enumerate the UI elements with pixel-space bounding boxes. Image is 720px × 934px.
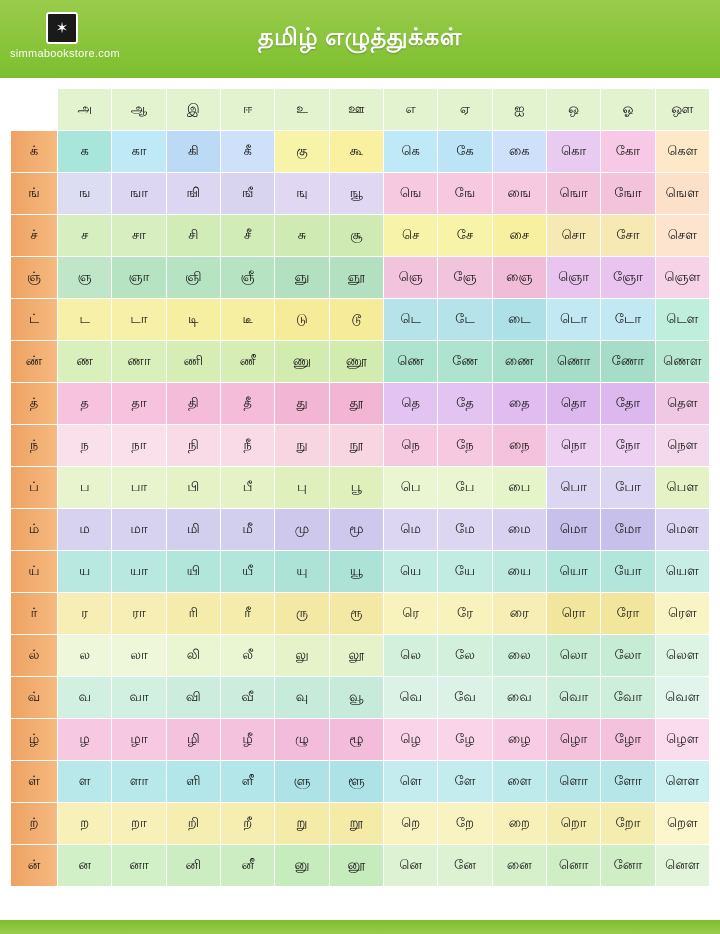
letter-cell: பே: [438, 467, 491, 508]
letter-cell: ளௌ: [656, 761, 709, 802]
letter-cell: ஞை: [493, 257, 546, 298]
table-row: [11, 845, 709, 886]
letter-cell: கூ: [330, 131, 383, 172]
letter-cell: னொ: [547, 845, 600, 886]
row-header-11: ர்: [11, 593, 57, 634]
letter-cell: ழு: [275, 719, 328, 760]
letter-cell: னா: [112, 845, 165, 886]
letter-cell: சே: [438, 215, 491, 256]
column-header-10: ஓ: [601, 89, 654, 130]
letter-cell: ஙீ: [221, 173, 274, 214]
letter-cell: ணெ: [384, 341, 437, 382]
letter-cell: ஙை: [493, 173, 546, 214]
letter-cell: ழௌ: [656, 719, 709, 760]
letter-cell: மா: [112, 509, 165, 550]
letter-cell: பெ: [384, 467, 437, 508]
letter-cell: ரீ: [221, 593, 274, 634]
letter-cell: மை: [493, 509, 546, 550]
letter-cell: றெ: [384, 803, 437, 844]
column-header-0: அ: [58, 89, 111, 130]
letter-cell: டீ: [221, 299, 274, 340]
letter-cell: ணை: [493, 341, 546, 382]
letter-cell: வோ: [601, 677, 654, 718]
letter-cell: தே: [438, 383, 491, 424]
letter-cell: ஞொ: [547, 257, 600, 298]
letter-cell: ஙி: [167, 173, 220, 214]
letter-cell: ளோ: [601, 761, 654, 802]
table-row: [11, 383, 709, 424]
letter-cell: லௌ: [656, 635, 709, 676]
table-row: [11, 593, 709, 634]
letter-cell: றே: [438, 803, 491, 844]
letter-cell: ம: [58, 509, 111, 550]
letter-cell: றி: [167, 803, 220, 844]
letter-cell: ணீ: [221, 341, 274, 382]
letter-cell: யெ: [384, 551, 437, 592]
letter-cell: கை: [493, 131, 546, 172]
letter-cell: நே: [438, 425, 491, 466]
letter-cell: ணு: [275, 341, 328, 382]
letter-cell: மீ: [221, 509, 274, 550]
letter-cell: ஙா: [112, 173, 165, 214]
letter-cell: வீ: [221, 677, 274, 718]
letter-cell: ஙு: [275, 173, 328, 214]
letter-cell: ளி: [167, 761, 220, 802]
row-header-1: ங்: [11, 173, 57, 214]
letter-cell: தொ: [547, 383, 600, 424]
letter-cell: ழீ: [221, 719, 274, 760]
letter-cell: ஙொ: [547, 173, 600, 214]
letter-cell: னௌ: [656, 845, 709, 886]
letter-cell: யோ: [601, 551, 654, 592]
column-header-9: ஒ: [547, 89, 600, 130]
letter-cell: சீ: [221, 215, 274, 256]
table-row: [11, 131, 709, 172]
letter-cell: நீ: [221, 425, 274, 466]
letter-cell: மு: [275, 509, 328, 550]
letter-cell: கௌ: [656, 131, 709, 172]
letter-cell: வை: [493, 677, 546, 718]
page-title: தமிழ் எழுத்துக்கள்: [258, 24, 462, 51]
letter-cell: நா: [112, 425, 165, 466]
table-row: [11, 635, 709, 676]
letter-cell: ழே: [438, 719, 491, 760]
letter-cell: வௌ: [656, 677, 709, 718]
letter-cell: நூ: [330, 425, 383, 466]
letter-cell: ந: [58, 425, 111, 466]
letter-cell: சை: [493, 215, 546, 256]
letter-cell: யொ: [547, 551, 600, 592]
letter-cell: னே: [438, 845, 491, 886]
letter-cell: ரோ: [601, 593, 654, 634]
letter-cell: வூ: [330, 677, 383, 718]
column-header-4: உ: [275, 89, 328, 130]
letter-cell: ப: [58, 467, 111, 508]
site-url-label: simmabookstore.com: [10, 48, 120, 60]
letter-cell: தா: [112, 383, 165, 424]
letter-cell: ளை: [493, 761, 546, 802]
letter-cell: மௌ: [656, 509, 709, 550]
letter-cell: டி: [167, 299, 220, 340]
letter-cell: னூ: [330, 845, 383, 886]
letter-cell: ரெ: [384, 593, 437, 634]
table-row: [11, 425, 709, 466]
letter-cell: யீ: [221, 551, 274, 592]
letter-cell: ணோ: [601, 341, 654, 382]
page-header: [0, 0, 720, 78]
letter-cell: லி: [167, 635, 220, 676]
table-row: [11, 677, 709, 718]
letter-cell: பா: [112, 467, 165, 508]
table-row: [11, 761, 709, 802]
table-row: [11, 551, 709, 592]
letter-cell: கே: [438, 131, 491, 172]
letter-cell: லீ: [221, 635, 274, 676]
letter-cell: றௌ: [656, 803, 709, 844]
table-row: [11, 299, 709, 340]
letter-cell: வெ: [384, 677, 437, 718]
row-header-2: ச்: [11, 215, 57, 256]
letter-cell: றீ: [221, 803, 274, 844]
letter-cell: லூ: [330, 635, 383, 676]
letter-cell: ணொ: [547, 341, 600, 382]
footer-strip: [0, 920, 720, 934]
letter-cell: கொ: [547, 131, 600, 172]
letter-cell: ஙௌ: [656, 173, 709, 214]
letter-cell: யு: [275, 551, 328, 592]
letter-cell: றொ: [547, 803, 600, 844]
column-header-1: ஆ: [112, 89, 165, 130]
letter-cell: வு: [275, 677, 328, 718]
letter-cell: ஙே: [438, 173, 491, 214]
letter-cell: நௌ: [656, 425, 709, 466]
table-row: [11, 173, 709, 214]
tamil-letters-table: [10, 88, 710, 887]
letter-cell: னீ: [221, 845, 274, 886]
letter-cell: லோ: [601, 635, 654, 676]
letter-cell: டொ: [547, 299, 600, 340]
letter-cell: ணௌ: [656, 341, 709, 382]
letter-cell: ஞி: [167, 257, 220, 298]
letter-cell: லே: [438, 635, 491, 676]
letter-cell: ணூ: [330, 341, 383, 382]
column-header-7: ஏ: [438, 89, 491, 130]
letter-cell: நு: [275, 425, 328, 466]
table-row: [11, 719, 709, 760]
letter-cell: ழா: [112, 719, 165, 760]
letter-cell: தெ: [384, 383, 437, 424]
letter-cell: தௌ: [656, 383, 709, 424]
letter-cell: சூ: [330, 215, 383, 256]
chart-grid-wrapper: [0, 78, 720, 899]
letter-cell: டூ: [330, 299, 383, 340]
letter-cell: தி: [167, 383, 220, 424]
letter-cell: வா: [112, 677, 165, 718]
letter-cell: லொ: [547, 635, 600, 676]
letter-cell: ஙெ: [384, 173, 437, 214]
letter-cell: மொ: [547, 509, 600, 550]
letter-cell: றா: [112, 803, 165, 844]
letter-cell: யௌ: [656, 551, 709, 592]
letter-cell: வ: [58, 677, 111, 718]
letter-cell: னு: [275, 845, 328, 886]
row-header-4: ட்: [11, 299, 57, 340]
row-header-17: ன்: [11, 845, 57, 886]
letter-cell: சு: [275, 215, 328, 256]
letter-cell: னெ: [384, 845, 437, 886]
letter-cell: ண: [58, 341, 111, 382]
letter-cell: த: [58, 383, 111, 424]
letter-cell: ரா: [112, 593, 165, 634]
letter-cell: நோ: [601, 425, 654, 466]
letter-cell: சொ: [547, 215, 600, 256]
letter-cell: ழை: [493, 719, 546, 760]
letter-cell: ரை: [493, 593, 546, 634]
letter-cell: ய: [58, 551, 111, 592]
row-header-8: ப்: [11, 467, 57, 508]
letter-cell: தீ: [221, 383, 274, 424]
letter-cell: கோ: [601, 131, 654, 172]
letter-cell: யி: [167, 551, 220, 592]
letter-cell: ணா: [112, 341, 165, 382]
letter-cell: டை: [493, 299, 546, 340]
letter-cell: ஞு: [275, 257, 328, 298]
letter-cell: ஞே: [438, 257, 491, 298]
letter-cell: றை: [493, 803, 546, 844]
row-header-6: த்: [11, 383, 57, 424]
letter-cell: னை: [493, 845, 546, 886]
letter-cell: டு: [275, 299, 328, 340]
letter-cell: லை: [493, 635, 546, 676]
column-header-3: ஈ: [221, 89, 274, 130]
letter-cell: யா: [112, 551, 165, 592]
letter-cell: ழொ: [547, 719, 600, 760]
letter-cell: டா: [112, 299, 165, 340]
row-header-5: ண்: [11, 341, 57, 382]
letter-cell: ணே: [438, 341, 491, 382]
letter-cell: ர: [58, 593, 111, 634]
row-header-15: ள்: [11, 761, 57, 802]
letter-cell: னி: [167, 845, 220, 886]
letter-cell: ஙோ: [601, 173, 654, 214]
letter-cell: ங: [58, 173, 111, 214]
row-header-0: க்: [11, 131, 57, 172]
letter-cell: ரௌ: [656, 593, 709, 634]
column-header-6: எ: [384, 89, 437, 130]
letter-cell: க: [58, 131, 111, 172]
table-header-row: [11, 89, 709, 130]
table-corner-cell: [11, 89, 57, 130]
table-row: [11, 803, 709, 844]
letter-cell: ளொ: [547, 761, 600, 802]
letter-cell: சி: [167, 215, 220, 256]
letter-cell: யை: [493, 551, 546, 592]
letter-cell: ஞூ: [330, 257, 383, 298]
letter-cell: ஙூ: [330, 173, 383, 214]
letter-cell: னோ: [601, 845, 654, 886]
logo-icon: ✶: [55, 19, 69, 37]
letter-cell: ணி: [167, 341, 220, 382]
letter-cell: பூ: [330, 467, 383, 508]
letter-cell: பௌ: [656, 467, 709, 508]
column-header-11: ஔ: [656, 89, 709, 130]
letter-cell: ழெ: [384, 719, 437, 760]
letter-cell: சௌ: [656, 215, 709, 256]
letter-cell: டே: [438, 299, 491, 340]
letter-cell: ல: [58, 635, 111, 676]
row-header-13: வ்: [11, 677, 57, 718]
letter-cell: கா: [112, 131, 165, 172]
letter-cell: ஞௌ: [656, 257, 709, 298]
row-header-16: ற்: [11, 803, 57, 844]
table-row: [11, 341, 709, 382]
letter-cell: ஞெ: [384, 257, 437, 298]
letter-cell: லெ: [384, 635, 437, 676]
letter-cell: பி: [167, 467, 220, 508]
letter-cell: தோ: [601, 383, 654, 424]
logo: [46, 12, 78, 44]
table-row: [11, 257, 709, 298]
letter-cell: ளீ: [221, 761, 274, 802]
letter-cell: ஞ: [58, 257, 111, 298]
letter-cell: ரூ: [330, 593, 383, 634]
letter-cell: தை: [493, 383, 546, 424]
letter-cell: சோ: [601, 215, 654, 256]
letter-cell: ஞோ: [601, 257, 654, 298]
letter-cell: கி: [167, 131, 220, 172]
letter-cell: ழூ: [330, 719, 383, 760]
letter-cell: மூ: [330, 509, 383, 550]
letter-cell: ரி: [167, 593, 220, 634]
table-row: [11, 215, 709, 256]
letter-cell: வி: [167, 677, 220, 718]
letter-cell: ழி: [167, 719, 220, 760]
letter-cell: நொ: [547, 425, 600, 466]
letter-cell: கீ: [221, 131, 274, 172]
letter-cell: து: [275, 383, 328, 424]
letter-cell: ரு: [275, 593, 328, 634]
letter-cell: மி: [167, 509, 220, 550]
letter-cell: மே: [438, 509, 491, 550]
letter-cell: ளெ: [384, 761, 437, 802]
column-header-5: ஊ: [330, 89, 383, 130]
letter-cell: ளு: [275, 761, 328, 802]
letter-cell: பை: [493, 467, 546, 508]
letter-cell: பீ: [221, 467, 274, 508]
letter-cell: கெ: [384, 131, 437, 172]
letter-cell: ளூ: [330, 761, 383, 802]
row-header-10: ய்: [11, 551, 57, 592]
letter-cell: செ: [384, 215, 437, 256]
letter-cell: வொ: [547, 677, 600, 718]
letter-cell: டௌ: [656, 299, 709, 340]
letter-cell: போ: [601, 467, 654, 508]
letter-cell: டெ: [384, 299, 437, 340]
letter-cell: றூ: [330, 803, 383, 844]
row-header-12: ல்: [11, 635, 57, 676]
column-header-8: ஐ: [493, 89, 546, 130]
letter-cell: சா: [112, 215, 165, 256]
letter-cell: ழ: [58, 719, 111, 760]
letter-cell: ஞா: [112, 257, 165, 298]
letter-cell: நெ: [384, 425, 437, 466]
letter-cell: பு: [275, 467, 328, 508]
letter-cell: ஞீ: [221, 257, 274, 298]
letter-cell: ட: [58, 299, 111, 340]
letter-cell: ரே: [438, 593, 491, 634]
letter-cell: நி: [167, 425, 220, 466]
letter-cell: நை: [493, 425, 546, 466]
row-header-9: ம்: [11, 509, 57, 550]
column-header-2: இ: [167, 89, 220, 130]
letter-cell: ளே: [438, 761, 491, 802]
letter-cell: மோ: [601, 509, 654, 550]
letter-cell: ள: [58, 761, 111, 802]
row-header-3: ஞ்: [11, 257, 57, 298]
letter-cell: லா: [112, 635, 165, 676]
letter-cell: ற: [58, 803, 111, 844]
row-header-7: ந்: [11, 425, 57, 466]
letter-cell: று: [275, 803, 328, 844]
row-header-14: ழ்: [11, 719, 57, 760]
letter-cell: ளா: [112, 761, 165, 802]
letter-cell: லு: [275, 635, 328, 676]
letter-cell: யூ: [330, 551, 383, 592]
letter-cell: ழோ: [601, 719, 654, 760]
letter-cell: பொ: [547, 467, 600, 508]
letter-cell: மெ: [384, 509, 437, 550]
table-row: [11, 467, 709, 508]
letter-cell: வே: [438, 677, 491, 718]
table-row: [11, 509, 709, 550]
letter-cell: தூ: [330, 383, 383, 424]
letter-cell: யே: [438, 551, 491, 592]
letter-cell: ன: [58, 845, 111, 886]
letter-cell: ச: [58, 215, 111, 256]
letter-cell: டோ: [601, 299, 654, 340]
letter-cell: கு: [275, 131, 328, 172]
letter-cell: றோ: [601, 803, 654, 844]
letter-cell: ரொ: [547, 593, 600, 634]
